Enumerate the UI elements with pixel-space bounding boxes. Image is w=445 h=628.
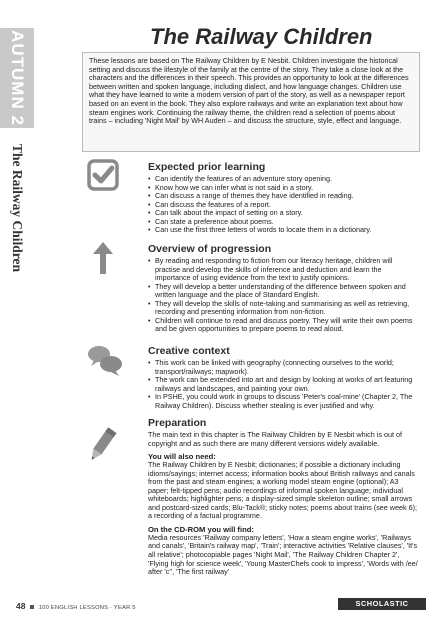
you-will-need-text: The Railway Children by E Nesbit; dictionaries; if possible a dictionary including idioms/sayings; internet access; information books about British railways and canals from the past and steam engines; a working model steam engine (optional); A3 paper; felt-tipped pens; audio recordings of informal spoken language; individual whiteboards; highlighter pens; a display-sized simple skeleton outline; small arrows and postcard-sized cards; Blu-Tack®; sticky notes; poems about trains (see week 6); a recording of a factual programme. — [148, 460, 417, 521]
section-heading: Expected prior learning — [148, 161, 266, 173]
square-bullet-icon — [30, 605, 34, 609]
prior-learning-list — [148, 175, 418, 235]
pencil-icon — [85, 425, 119, 470]
section-creative-context — [148, 345, 418, 410]
section-prior-learning — [148, 161, 418, 235]
section-preparation — [148, 417, 418, 577]
list-item: • Can state a preference about poems. — [148, 218, 418, 227]
book-reference: 100 ENGLISH LESSONS · YEAR 5 — [38, 605, 136, 611]
list-item: • By reading and responding to fiction from our literacy heritage, children will practise and develop the skills of inference and deduction and learn the importance of using evidence from the text to justify opinions. — [148, 257, 418, 283]
list-item: • Can use the first three letters of words to locate them in a dictionary. — [148, 226, 418, 235]
speech-bubbles-icon — [87, 343, 123, 382]
term-label: AUTUMN 2 — [8, 30, 27, 126]
intro-text: These lessons are based on The Railway Children by E Nesbit. Children investigate the historical setting and discuss the lifestyle of the family at the centre of the story. They take a close look at the characters and the differences in their speech. This provides an opportunity to look at the differences between written and spoken language, including dialect, and how language changes. Children use what they have learned to write a modern version of part of the story, as well as a newspaper report based on an event in the book. They also explore railways and write an explanation text about how steam engines work. Continuing the railway theme, the children read a selection of poems about trains – including 'Night Mail' by WH Auden – and discuss the structure, style, effect and language. — [89, 56, 409, 126]
overview-list — [148, 257, 418, 334]
list-item: • In PSHE, you could work in groups to discuss 'Peter's coal-mine' (Chapter 2, The Railway Children). Discuss whether stealing is ever justified and why. — [148, 393, 418, 410]
creative-list — [148, 359, 418, 410]
section-heading: Preparation — [148, 417, 207, 429]
list-item: • Children will continue to read and discuss poetry. They will write their own poems and be given opportunities to prepare poems to read aloud. — [148, 317, 418, 334]
list-item: • Can discuss the features of a report. — [148, 201, 418, 210]
page-number: 48 — [16, 601, 26, 611]
cd-rom-heading: On the CD-ROM you will find: — [148, 524, 254, 534]
list-item: • The work can be extended into art and design by looking at works of art featuring railways and landscapes, and painting your own. — [148, 376, 418, 393]
cd-rom-text: Media resources 'Railway company letters', 'How a steam engine works', 'Railways and canals', 'Britain's railway map', 'Train'; interactive activities 'Relative clauses', 'It's all relative'; photocopiable pages 'Night Mail', 'The Railway Children Chapter 2', 'Flying high for science week', 'Young MasterChefs cook to impress', 'Words with /ee/ after 'c'', 'The first railway' — [148, 532, 418, 577]
page-title: The Railway Children — [150, 24, 373, 49]
section-heading: Creative context — [148, 345, 230, 357]
section-overview — [148, 243, 418, 334]
section-heading: Overview of progression — [148, 243, 272, 255]
list-item: • Can talk about the impact of setting on a story. — [148, 209, 418, 218]
you-will-need-heading: You will also need: — [148, 452, 216, 462]
side-chapter-title: The Railway Children — [10, 143, 25, 273]
intro-box — [82, 52, 420, 152]
list-item: • They will develop the skills of note-taking and summarising as well as retrieving, recording and presenting information from non-fiction. — [148, 300, 418, 317]
publisher-logo: SCHOLASTIC — [338, 598, 426, 610]
preparation-text: The main text in this chapter is The Railway Children by E Nesbit which is out of copyright and as such there are many different versions widely available. — [148, 430, 402, 448]
list-item: • Can discuss a range of themes they have identified in reading. — [148, 192, 418, 201]
checkbox-tick-icon — [86, 158, 120, 197]
footer — [16, 601, 136, 611]
list-item: • This work can be linked with geography (connecting ourselves to the world; transport/railways; mapwork). — [148, 359, 418, 376]
list-item: • They will develop a better understanding of the difference between spoken and written language and the place of Standard English. — [148, 283, 418, 300]
list-item: • Can identify the features of an adventure story opening. — [148, 175, 418, 184]
list-item: • Know how we can infer what is not said in a story. — [148, 184, 418, 193]
up-arrow-icon — [91, 240, 115, 281]
